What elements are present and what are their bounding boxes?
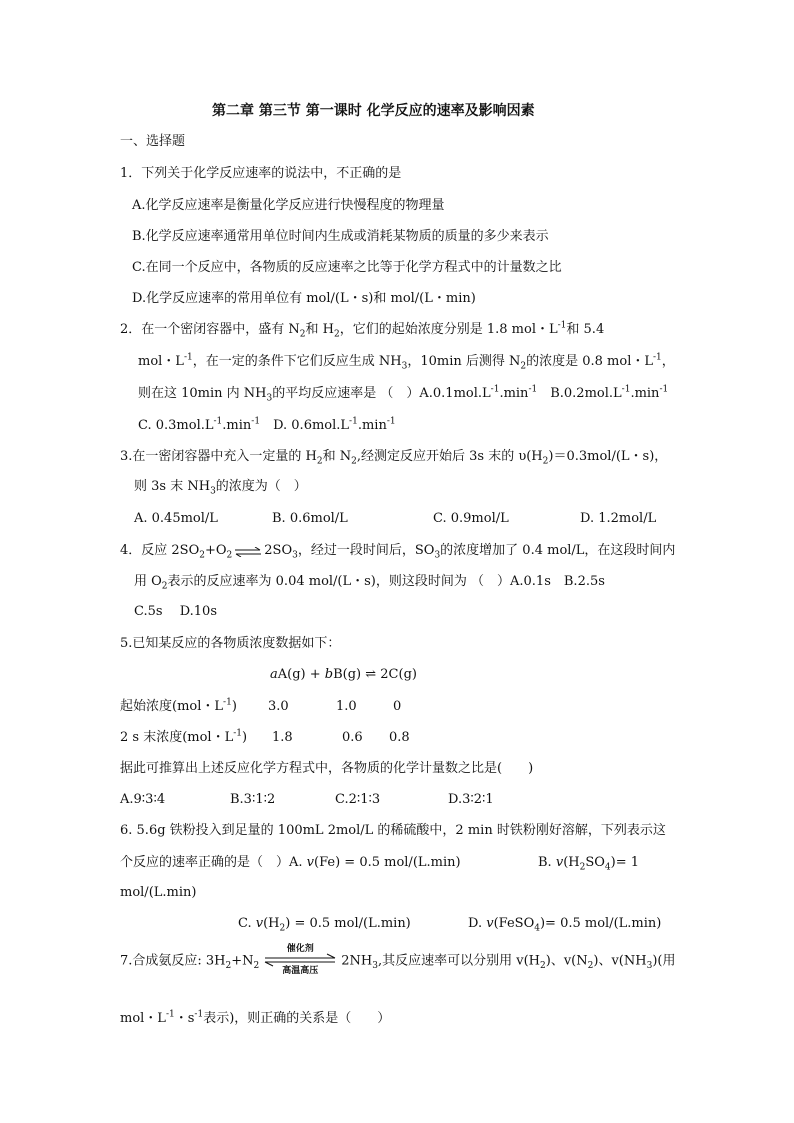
q2-text: ，在一定的条件下它们反应生成 NH (192, 354, 402, 369)
subscript: 2 (334, 329, 340, 340)
subscript: 2 (316, 456, 323, 467)
section-heading: 一、选择题 (120, 134, 186, 149)
q3-text: 则 3s 末 NH (134, 479, 211, 494)
q7-text: )、v(NH (593, 953, 647, 969)
q7-text: ・s (174, 1011, 195, 1026)
q2-text: mol・L (138, 354, 184, 369)
q5-option-d: D.3∶2∶1 (448, 792, 494, 807)
subscript: 3 (434, 550, 441, 561)
q5-eq-text: A(g) + (277, 667, 325, 682)
q2-text: C. 0.3mol.L (138, 418, 214, 433)
q7-text: )、v(N (545, 953, 588, 969)
superscript: -1 (653, 352, 662, 363)
catalyst-label: 催化剂 (286, 944, 314, 954)
superscript: -1 (349, 416, 358, 427)
q6-line-2 (120, 855, 461, 871)
q2-text: 则在这 10min 内 NH (138, 386, 267, 401)
q6-text: SO (585, 855, 605, 870)
catalyst-arrow (263, 946, 337, 976)
q5-option-c: C.2∶1∶3 (335, 792, 381, 807)
q5-option-b: B.3∶1∶2 (230, 792, 276, 807)
q6-text: (H (263, 916, 280, 931)
q6-text: B. (538, 855, 556, 870)
q2-text: 和 5.4 (566, 322, 605, 337)
equilibrium-arrow-icon (234, 546, 262, 556)
q6-text: C. (238, 916, 256, 931)
q6-text: ) = 0.5 mol/(L.min) (285, 916, 411, 931)
superscript: -1 (213, 416, 223, 427)
q2-text: .min (222, 418, 252, 433)
q7-text: )(用 (652, 953, 676, 969)
page-title: 第二章 第三节 第一课时 化学反应的速率及影响因素 (212, 103, 535, 119)
superscript: -1 (490, 384, 500, 395)
subscript: 2 (540, 961, 546, 972)
superscript: -1 (528, 384, 538, 395)
subscript: 3 (210, 486, 216, 497)
q7-text: 2NH (341, 953, 373, 969)
q2-text: B.0.2mol.L (537, 386, 622, 401)
q2-text: 和 H (305, 322, 334, 337)
q2-text: 的平均反应速率是 （ ）A.0.1mol.L (272, 386, 491, 401)
q4-text: +O (204, 543, 227, 558)
superscript: -1 (194, 1009, 204, 1020)
coef-a: a (270, 667, 278, 682)
q7-text: 7.合成氨反应: 3H (120, 953, 226, 969)
subscript: 3 (401, 361, 408, 372)
superscript: -1 (557, 320, 567, 331)
subscript: 2 (279, 923, 286, 934)
q6-v: v (486, 916, 494, 931)
q5-value: 0.8 (389, 730, 410, 745)
subscript: 3 (646, 961, 653, 972)
q5-label: 起始浓度(mol・L (120, 699, 224, 714)
q4-line-2 (134, 574, 605, 590)
q1-option-c: C.在同一个反应中，各物质的反应速率之比等于化学方程式中的计量数之比 (132, 260, 562, 275)
q6-text: (Fe) = 0.5 mol/(L.min) (314, 855, 461, 870)
q6-text: (H (563, 855, 580, 870)
q7-text: mol・L (120, 1011, 166, 1026)
q4-text: 4．反应 2SO (120, 543, 200, 558)
q3-line-1 (120, 449, 667, 465)
q5-label: 2 s 末浓度(mol・L (120, 730, 234, 745)
q3-option-d: D. 1.2mol/L (580, 511, 657, 526)
q2-text: .min (499, 386, 529, 401)
subscript: 3 (372, 961, 378, 972)
q2-text: D. 0.6mol.L (260, 418, 350, 433)
q1-option-b: B.化学反应速率通常用单位时间内生成或消耗某物质的质量的多少来表示 (132, 229, 549, 244)
superscript: -1 (659, 384, 669, 395)
subscript: 2 (579, 862, 586, 873)
q7-line-1 (120, 946, 675, 977)
q5-row-initial-label (120, 699, 237, 715)
subscript: 2 (199, 550, 205, 561)
q2-line-4 (138, 418, 396, 434)
q6-option-d (468, 916, 661, 932)
q5-label: ) (231, 699, 237, 714)
q2-line-1 (120, 322, 604, 338)
q5-label: ) (242, 730, 248, 745)
q5-value: 1.8 (272, 730, 293, 745)
superscript: -1 (165, 1009, 175, 1020)
superscript: -1 (223, 697, 232, 708)
q5-value: 1.0 (336, 699, 357, 714)
q2-text: .min (630, 386, 660, 401)
q2-line-3 (138, 386, 668, 402)
q4-line-3: C.5s D.10s (134, 604, 217, 619)
subscript: 2 (299, 329, 306, 340)
q5-row-2s-label (120, 730, 247, 746)
subscript: 2 (253, 961, 260, 972)
q2-text: 2．在一个密闭容器中，盛有 N (120, 322, 300, 337)
q6-v: v (555, 855, 564, 870)
q2-text: ， (661, 354, 675, 369)
q6-text: )= 0.5 mol/(L.min) (539, 916, 662, 931)
q1-option-a: A.化学反应速率是衡量化学反应进行快慢程度的物理量 (132, 198, 445, 213)
subscript: 2 (225, 961, 232, 972)
q3-text: 的浓度为（ ） (215, 479, 307, 494)
coef-b: b (324, 667, 334, 682)
subscript: 4 (534, 923, 540, 934)
q6-option-b (538, 855, 639, 871)
q6-line-1: 6. 5.6g 铁粉投入到足量的 100mL 2mol/L 的稀硫酸中，2 min 时铁粉刚好溶解，下列表示这 (120, 823, 666, 838)
condition-label: 高温高压 (282, 966, 319, 976)
q2-text: ，10min 后测得 N (407, 354, 521, 369)
q6-text: (FeSO (493, 916, 535, 931)
q6-text: D. (468, 916, 487, 931)
q2-text: .min (357, 418, 387, 433)
subscript: 2 (351, 456, 357, 467)
q2-text: ，它们的起始浓度分别是 1.8 mol・L (339, 322, 558, 337)
q3-text: 3.在一密闭容器中充入一定量的 H (120, 449, 317, 464)
superscript: -1 (183, 352, 193, 363)
q2-text: 的浓度是 0.8 mol・L (526, 354, 653, 369)
superscript: -1 (386, 416, 396, 427)
superscript: -1 (621, 384, 631, 395)
q6-v: v (255, 916, 264, 931)
q3-option-c: C. 0.9mol/L (433, 511, 509, 526)
q3-text: 和 N (322, 449, 352, 464)
q5-ask: 据此可推算出上述反应化学方程式中，各物质的化学计量数之比是( ) (120, 761, 534, 776)
q6-text: )= 1 (610, 855, 640, 870)
q7-text: +N (231, 953, 254, 969)
q5-value: 0.6 (342, 730, 363, 745)
q5-equation (270, 667, 417, 683)
q5-stem: 5.已知某反应的各物质浓度数据如下： (120, 636, 341, 651)
q7-text: 表示)，则正确的关系是（ ） (203, 1011, 391, 1026)
q4-line-1 (120, 543, 675, 559)
q4-text: 用 O (134, 574, 162, 589)
q3-text: )＝0.3mol/(L・s)， (548, 449, 668, 464)
q5-value: 3.0 (268, 699, 289, 714)
q7-line-2 (120, 1011, 390, 1027)
subscript: 4 (604, 862, 611, 873)
q5-option-a: A.9∶3∶4 (120, 792, 166, 807)
q5-value: 0 (393, 699, 402, 714)
q1-option-d: D.化学反应速率的常用单位有 mol/(L・s)和 mol/(L・min) (132, 291, 476, 306)
subscript: 2 (226, 550, 233, 561)
superscript: -1 (251, 416, 261, 427)
subscript: 3 (266, 393, 273, 404)
q6-option-c (238, 916, 411, 932)
q4-text: 表示的反应速率为 0.04 mol/(L・s)，则这段时间为 （ ）A.0.1s B.2.5s (167, 574, 605, 589)
q3-text: ,经测定反应开始后 3s 末的 υ(H (356, 449, 543, 464)
q3-line-2 (134, 479, 307, 495)
subscript: 2 (542, 456, 549, 467)
q5-eq-text: B(g) ⇌ 2C(g) (333, 667, 417, 682)
q2-line-2 (138, 354, 675, 370)
q4-text: ，经过一段时间后，SO (297, 543, 435, 558)
q6-text: 个反应的速率正确的是（ ）A. (120, 855, 307, 870)
q6-line-3: mol/(L.min) (120, 885, 197, 900)
q6-v: v (306, 855, 315, 870)
q7-text: ,其反应速率可以分别用 v(H (378, 953, 541, 969)
subscript: 2 (161, 581, 168, 592)
subscript: 3 (292, 550, 298, 561)
q3-option-b: B. 0.6mol/L (272, 511, 348, 526)
q4-text: 的浓度增加了 0.4 mol/L，在这段时间内 (440, 543, 676, 558)
subscript: 2 (520, 361, 527, 372)
q4-text: 2SO (264, 543, 293, 558)
subscript: 2 (587, 961, 594, 972)
superscript: -1 (233, 728, 243, 739)
q1-stem: 1．下列关于化学反应速率的说法中，不正确的是 (120, 166, 402, 181)
q3-option-a: A. 0.45mol/L (134, 511, 218, 526)
